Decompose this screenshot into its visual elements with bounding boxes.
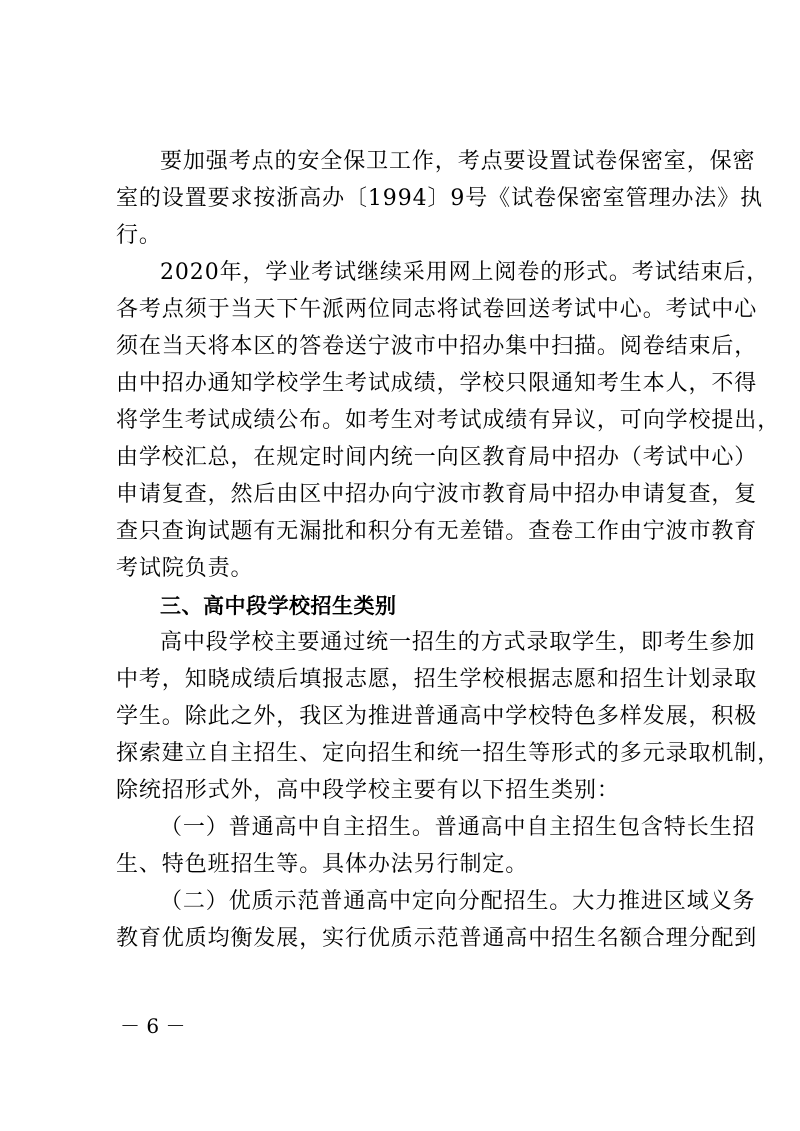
paragraph-5-line-1: （二）优质示范普通高中定向分配招生。大力推进区域义务 — [160, 889, 756, 914]
paragraph-1-line-1: 要加强考点的安全保卫工作，考点要设置试卷保密室，保密 — [160, 149, 756, 174]
section-heading: 三、高中段学校招生类别 — [160, 594, 397, 618]
paragraph-4-line-1: （一）普通高中自主招生。普通高中自主招生包含特长生招 — [160, 815, 756, 840]
page-number: － 6 － — [120, 1014, 186, 1038]
paragraph-2-line-8: 查只查询试题有无漏批和积分有无差错。查卷工作由宁波市教育 — [116, 519, 758, 544]
paragraph-3-line-1: 高中段学校主要通过统一招生的方式录取学生，即考生参加 — [160, 630, 756, 655]
paragraph-2-line-5: 将学生考试成绩公布。如考生对考试成绩有异议，可向学校提出， — [116, 408, 781, 433]
paragraph-5-line-2: 教育优质均衡发展，实行优质示范普通高中招生名额合理分配到 — [116, 926, 758, 951]
paragraph-2-line-4: 由中招办通知学校学生考试成绩，学校只限通知考生本人，不得 — [116, 371, 758, 396]
paragraph-4-line-2: 生、特色班招生等。具体办法另行制定。 — [116, 852, 529, 877]
paragraph-1-line-3: 行。 — [116, 223, 162, 248]
paragraph-2-line-7: 申请复查，然后由区中招办向宁波市教育局中招办申请复查，复 — [116, 482, 758, 507]
paragraph-2-line-3: 须在当天将本区的答卷送宁波市中招办集中扫描。阅卷结束后， — [116, 334, 758, 359]
paragraph-2-line-9: 考试院负责。 — [116, 556, 254, 581]
paragraph-3-line-5: 除统招形式外，高中段学校主要有以下招生类别： — [116, 778, 620, 803]
paragraph-2-line-6: 由学校汇总，在规定时间内统一向区教育局中招办（考试中心） — [116, 445, 758, 470]
paragraph-2-line-1: 2020年，学业考试继续采用网上阅卷的形式。考试结束后， — [160, 260, 770, 285]
paragraph-3-line-3: 学生。除此之外，我区为推进普通高中学校特色多样发展，积极 — [116, 704, 758, 729]
paragraph-2-line-2: 各考点须于当天下午派两位同志将试卷回送考试中心。考试中心 — [116, 297, 758, 322]
paragraph-3-line-2: 中考，知晓成绩后填报志愿，招生学校根据志愿和招生计划录取 — [116, 667, 758, 692]
paragraph-3-line-4: 探索建立自主招生、定向招生和统一招生等形式的多元录取机制， — [116, 741, 781, 766]
paragraph-1-line-2: 室的设置要求按浙高办〔1994〕9号《试卷保密室管理办法》执 — [116, 186, 763, 211]
